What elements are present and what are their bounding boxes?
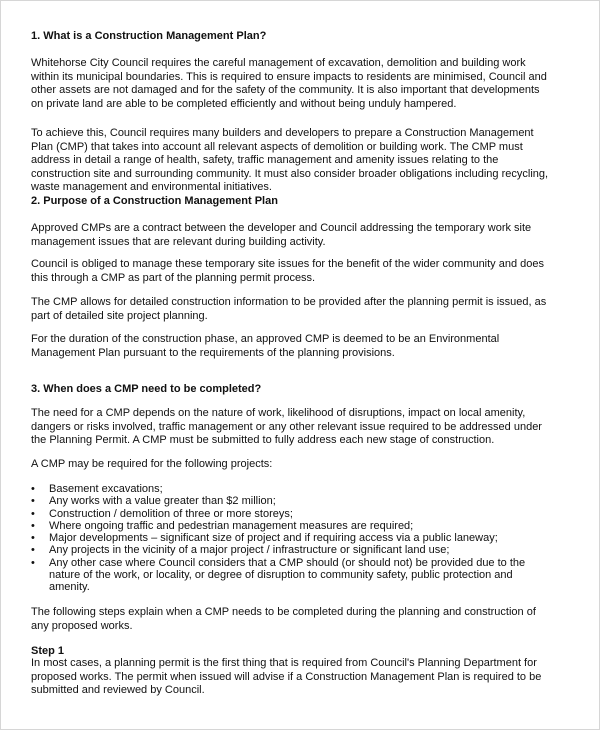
text-line: address in detail a range of health, safety, traffic management and amenity issues relating to the [31,154,499,167]
text-line: management issues that are relevant during building activity. [31,235,326,248]
list-item [31,532,525,544]
bullet-icon: • [31,532,35,545]
paragraph [31,296,546,323]
bullet-text: Any works with a value greater than $2 million; [49,495,276,508]
heading-purpose: 2. Purpose of a Construction Management Plan [31,195,278,207]
bullet-icon: • [31,544,35,557]
list-item [31,483,525,495]
heading-what-is-cmp: 1. What is a Construction Management Plan? [31,30,267,42]
text-line: this through a CMP as part of the planning permit process. [31,271,316,284]
text-line: Approved CMPs are a contract between the developer and Council addressing the temporary work site [31,222,532,234]
bullet-icon: • [31,507,35,520]
text-line: proposed works. The permit when issued will advise if a Construction Management Plan is required to be [31,670,542,683]
text-line: The need for a CMP depends on the nature of work, likelihood of disruptions, impact on local amenity, [31,407,526,419]
text-line: For the duration of the construction phase, an approved CMP is deemed to be an Environmental [31,333,500,345]
text-line: To achieve this, Council requires many builders and developers to prepare a Construction Management [31,127,534,139]
text-line: Whitehorse City Council requires the careful management of excavation, demolition and building work [31,57,526,69]
bullet-text: amenity. [49,581,90,594]
list-item [31,520,525,532]
bullet-icon: • [31,556,35,569]
paragraph: A CMP may be required for the following projects: [31,458,273,470]
text-line: waste management and environmental initiatives. [31,181,272,194]
list-item [31,557,525,594]
bullet-text: Any projects in the vicinity of a major project / infrastructure or significant land use; [49,544,450,557]
text-line: Council is obliged to manage these temporary site issues for the benefit of the wider community and does [31,258,544,270]
text-line: Plan (CMP) that takes into account all relevant aspects of demolition or building work. The CMP must [31,140,523,153]
paragraph [31,258,544,285]
text-line: submitted and reviewed by Council. [31,684,205,697]
paragraph [31,657,541,698]
paragraph [31,57,547,111]
bullet-icon: • [31,519,35,532]
list-item [31,508,525,520]
heading-when-cmp: 3. When does a CMP need to be completed? [31,383,262,395]
paragraph [31,606,536,633]
text-line: dangers or risks involved, traffic management or any other relevant issue required to be addressed under [31,420,542,433]
bullet-text: Where ongoing traffic and pedestrian management measures are required; [49,519,414,532]
text-line: The following steps explain when a CMP needs to be completed during the planning and construction of [31,606,536,618]
text-line: The CMP allows for detailed construction information to be provided after the planning permit is issued, as [31,296,547,308]
list-item [31,495,525,507]
paragraph [31,407,542,448]
step1-heading: Step 1 [31,645,65,657]
paragraph [31,333,499,360]
bullet-icon: • [31,495,35,508]
bullet-text: Any other case where Council considers that a CMP should (or should not) be provided due to the [49,556,526,569]
text-line: In most cases, a planning permit is the first thing that is required from Council's Planning Department for [31,657,537,669]
text-line: on private land are able to be completed efficiently and without being unduly hampered. [31,97,457,110]
paragraph [31,222,531,249]
text-line: within its municipal boundaries. This is required to ensure impacts to residents are minimised, Council and [31,70,547,83]
text-line: Management Plan pursuant to the requirements of the planning provisions. [31,346,395,359]
text-line: part of detailed site project planning. [31,309,208,322]
bullet-text: Construction / demolition of three or more storeys; [49,507,293,520]
bullet-icon: • [31,483,35,495]
text-line: construction site and surrounding community. It must also consider broader obligations including recycling, [31,167,549,180]
bullet-text: Basement excavations; [49,483,163,495]
bullet-text: nature of the work, or locality, or degree of disruption to community safety, public protection and [49,569,513,582]
bullet-text: Major developments – significant size of project and if requiring access via a public laneway; [49,532,498,545]
text-line: other assets are not damaged and for the safety of the community. It is also important that developments [31,84,540,97]
bullet-list [31,483,525,594]
text-line: any proposed works. [31,619,133,632]
text-line: the Planning Permit. A CMP must be submitted to fully address each new stage of construction. [31,434,495,447]
list-item [31,544,525,556]
paragraph [31,127,548,195]
